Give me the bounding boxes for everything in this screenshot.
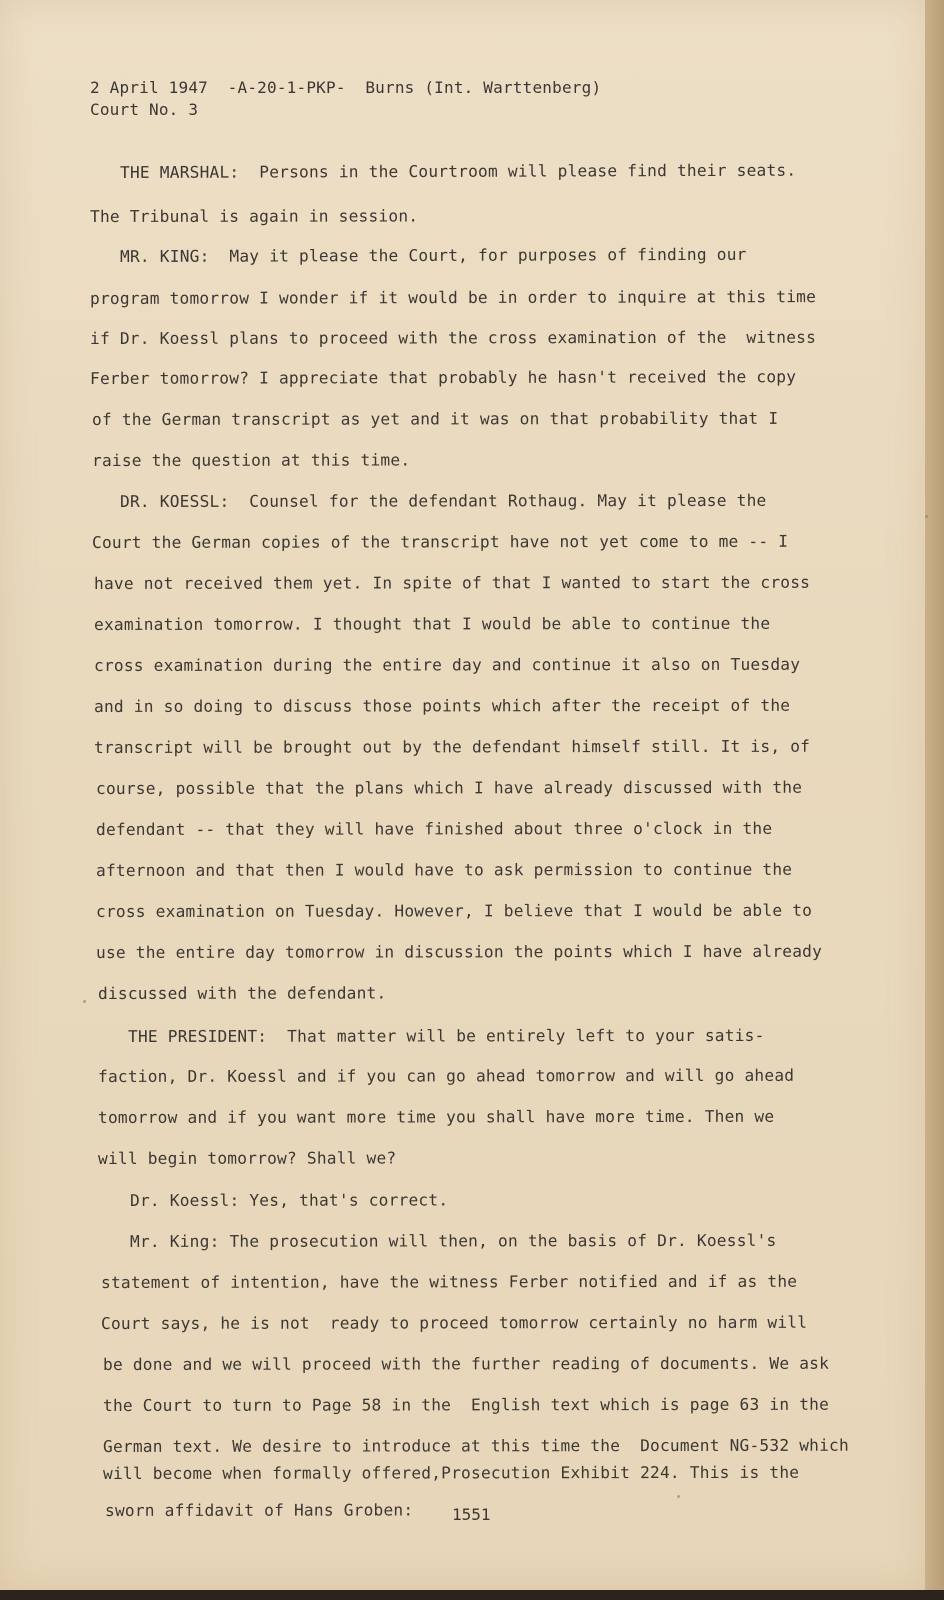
transcript-line: Dr. Koessl: Yes, that's correct. [129, 1190, 449, 1210]
transcript-line: statement of intention, have the witness Ferber notified and if as the [100, 1271, 798, 1292]
page-number: 1551 [452, 1505, 491, 1524]
transcript-line: The Tribunal is again in session. [89, 206, 419, 226]
transcript-line: will become when formally offered,Prosecution Exhibit 224. This is the [102, 1462, 800, 1483]
transcript-line: Court the German copies of the transcript have not yet come to me -- I [91, 531, 789, 552]
paper-speck [83, 1000, 86, 1003]
transcript-line: of the German transcript as yet and it was on that probability that I [91, 408, 779, 429]
transcript-line: course, possible that the plans which I have already discussed with the [95, 777, 803, 798]
transcript-line: cross examination during the entire day and continue it also on Tuesday [93, 654, 801, 675]
transcript-line: Mr. King: The prosecution will then, on the basis of Dr. Koessl's [129, 1230, 777, 1251]
page-edge-bottom [0, 1590, 944, 1600]
transcript-line: the Court to turn to Page 58 in the English text which is page 63 in the [102, 1394, 830, 1415]
transcript-line: German text. We desire to introduce at this time the Document NG-532 which [102, 1435, 849, 1456]
transcript-line: Court says, he is not ready to proceed tomorrow certainly no harm will [100, 1312, 808, 1333]
transcript-line: examination tomorrow. I thought that I would be able to continue the [93, 613, 771, 634]
transcript-line: tomorrow and if you want more time you shall have more time. Then we [97, 1106, 775, 1127]
transcript-line: faction, Dr. Koessl and if you can go ahead tomorrow and will go ahead [97, 1065, 795, 1086]
transcript-line: MR. KING: May it please the Court, for purposes of finding our [119, 244, 747, 266]
transcript-line: if Dr. Koessl plans to proceed with the cross examination of the witness [89, 327, 817, 348]
transcript-line: afternoon and that then I would have to ask permission to continue the [95, 859, 793, 880]
transcript-line: have not received them yet. In spite of that I wanted to start the cross [93, 572, 811, 593]
transcript-line: and in so doing to discuss those points which after the receipt of the [93, 695, 791, 716]
header-court-line: Court No. 3 [90, 100, 199, 119]
transcript-line: THE PRESIDENT: That matter will be entirely left to your satis- [127, 1025, 765, 1046]
transcript-line: Ferber tomorrow? I appreciate that probably he hasn't received the copy [89, 367, 797, 388]
transcript-line: cross examination on Tuesday. However, I believe that I would be able to [95, 900, 813, 921]
transcript-line: DR. KOESSL: Counsel for the defendant Rothaug. May it please the [119, 490, 767, 511]
transcript-line: discussed with the defendant. [97, 983, 387, 1003]
transcript-line: sworn affidavit of Hans Groben: [104, 1500, 414, 1520]
header-date-line: 2 April 1947 -A-20-1-PKP- Burns (Int. Warttenberg) [90, 78, 602, 97]
transcript-line: defendant -- that they will have finished about three o'clock in the [95, 818, 773, 839]
transcript-line: use the entire day tomorrow in discussion the points which I have already [95, 941, 823, 962]
transcript-line: transcript will be brought out by the defendant himself still. It is, of [93, 736, 811, 757]
transcript-line: raise the question at this time. [91, 450, 411, 470]
page-edge-right [925, 0, 944, 1600]
paper-speck [677, 1495, 680, 1498]
transcript-line: will begin tomorrow? Shall we? [97, 1148, 397, 1168]
paper-speck [925, 515, 928, 518]
transcript-line: be done and we will proceed with the further reading of documents. We ask [102, 1353, 830, 1374]
transcript-line: program tomorrow I wonder if it would be in order to inquire at this time [89, 287, 817, 308]
transcript-line: THE MARSHAL: Persons in the Courtroom will please find their seats. [119, 160, 797, 182]
